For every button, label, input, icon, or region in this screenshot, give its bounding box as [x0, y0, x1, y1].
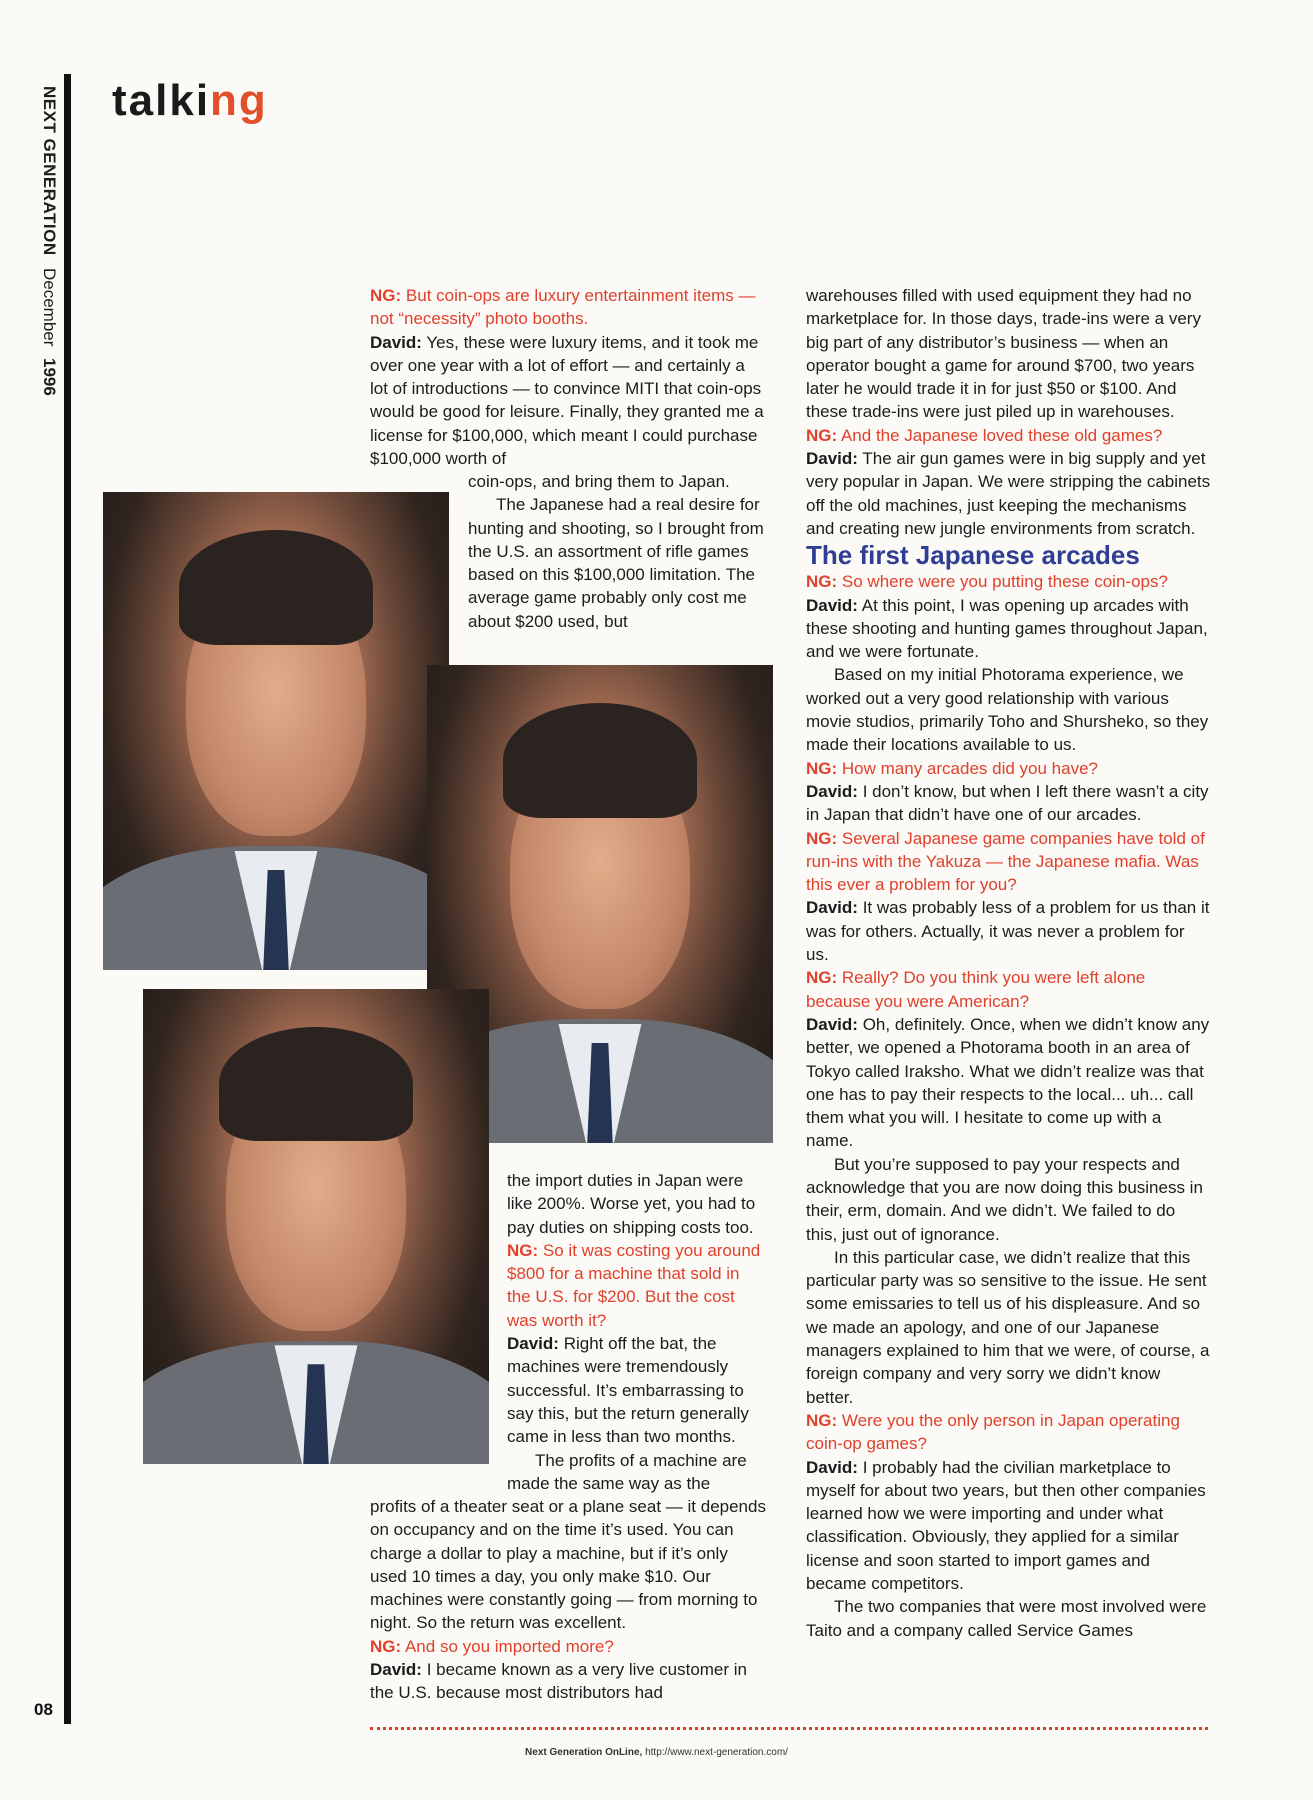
portrait-photo-3	[143, 989, 489, 1464]
paragraph-text: profits of a theater seat or a plane seat — it depends on occupancy and on the time it’s used. You can charge a dollar to play a machine, but if it’s only used 10 times a day, you only make $10. Our machines were constantly going — from morning to night. So the return was excellent.	[370, 1497, 766, 1633]
body-paragraph	[806, 1153, 1211, 1246]
speaker-label-ng: NG:	[806, 425, 838, 445]
body-paragraph	[806, 1595, 1211, 1642]
paragraph-text: At this point, I was opening up arcades with these shooting and hunting games throughout Japan, and we were fortunate.	[806, 595, 1208, 662]
article-column-a-bottom	[370, 1495, 766, 1705]
interviewer-question	[507, 1239, 766, 1332]
interviewee-answer	[370, 1658, 766, 1705]
speaker-label-ng: NG:	[806, 572, 838, 592]
interviewee-answer	[370, 331, 766, 471]
magazine-name: NEXT GENERATION	[40, 86, 59, 256]
paragraph-text: Really? Do you think you were left alone because you were American?	[806, 968, 1146, 1011]
issue-month: December	[40, 267, 59, 347]
speaker-label-david: David:	[806, 449, 858, 469]
speaker-label-ng: NG:	[806, 968, 838, 988]
paragraph-text: Yes, these were luxury items, and it took me over one year with a lot of effort — and certainly a lot of introductions — to convince MITI that coin-ops would be good for leisure. Finally, they granted me a license for $100,000, which meant I could purchase $100,000 worth of	[370, 332, 764, 469]
interviewer-question	[806, 424, 1211, 447]
paragraph-text: It was probably less of a problem for us than it was for others. Actually, it was never a problem for us.	[806, 898, 1210, 965]
speaker-label-ng: NG:	[507, 1240, 539, 1260]
paragraph-text: I probably had the civilian marketplace to myself for about two years, but then other companies learned how we were importing and under what classification. Obviously, they applied for a similar license and soon started to import games and became competitors.	[806, 1457, 1206, 1594]
interviewer-question	[806, 757, 1211, 780]
paragraph-text: Right off the bat, the machines were tremendously successful. It’s embarrassing to say this, but the return generally came in less than two months.	[507, 1334, 749, 1447]
paragraph-text: Were you the only person in Japan operating coin-op games?	[806, 1410, 1180, 1454]
paragraph-text: How many arcades did you have?	[841, 758, 1098, 778]
interviewee-answer	[806, 1456, 1211, 1596]
paragraph-text: warehouses filled with used equipment they had no marketplace for. In those days, trade-ins were a very big part of any distributor’s business — when an operator bought a game for around $700, two years later he would trade it in for just $50 or $100. And these trade-ins were just piled up in warehouses.	[806, 286, 1201, 422]
portrait-photo-1	[103, 492, 449, 970]
footer	[0, 1747, 1313, 1758]
speaker-label-david: David:	[370, 332, 422, 352]
speaker-label-david: David:	[806, 1457, 858, 1477]
speaker-label-david: David:	[507, 1334, 559, 1354]
paragraph-text: I don’t know, but when I left there wasn’t a city in Japan that didn’t have one of our arcades.	[806, 781, 1209, 825]
spine-bar	[64, 74, 71, 1724]
issue-year: 1996	[40, 358, 59, 396]
interviewer-question	[370, 1635, 766, 1658]
body-paragraph	[806, 1246, 1211, 1409]
body-paragraph	[806, 663, 1211, 756]
footer-url: http://www.next-generation.com/	[645, 1747, 788, 1758]
interviewee-answer	[507, 1332, 766, 1448]
page-number: 08	[34, 1700, 53, 1719]
footer-divider	[370, 1727, 1208, 1730]
speaker-label-david: David:	[806, 1014, 858, 1034]
paragraph-text: So it was costing you around $800 for a machine that sold in the U.S. for $200. But the cost was worth it?	[507, 1240, 761, 1330]
body-paragraph	[468, 470, 766, 493]
section-title-accent: ng	[210, 76, 268, 125]
body-paragraph	[370, 1495, 766, 1635]
footer-brand: Next Generation OnLine,	[525, 1747, 643, 1758]
paragraph-text: the import duties in Japan were like 200%. Worse yet, you had to pay duties on shipping costs too.	[507, 1171, 756, 1237]
paragraph-text: The air gun games were in big supply and yet very popular in Japan. We were stripping the cabinets off the old machines, just keeping the mechanisms and creating new jungle environments from scratch.	[806, 449, 1211, 538]
magazine-sidebar	[36, 86, 62, 446]
speaker-label-ng: NG:	[370, 286, 402, 305]
paragraph-text: But you’re supposed to pay your respects and acknowledge that you are now doing this business in their, erm, domain. And we didn’t. We failed to do this, just out of ignorance.	[806, 1154, 1203, 1244]
paragraph-text: Based on my initial Photorama experience, we worked out a very good relationship with various movie studios, primarily Toho and Shursheko, so they made their locations available to us.	[806, 665, 1209, 755]
body-paragraph	[507, 1449, 766, 1496]
speaker-label-ng: NG:	[806, 828, 838, 848]
interviewer-question	[806, 966, 1211, 1013]
paragraph-text: But coin-ops are luxury entertainment items — not “necessity” photo booths.	[370, 286, 756, 329]
paragraph-text: And so you imported more?	[404, 1636, 614, 1656]
article-column-a-mid	[468, 470, 766, 633]
paragraph-text: So where were you putting these coin-ops?	[841, 572, 1168, 592]
paragraph-text: Oh, definitely. Once, when we didn’t know any better, we opened a Photorama booth in an area of Tokyo called Iraksho. What we didn’t realize was that one has to pay their respects to the local... uh... call them what you will. I hesitate to come up with a name.	[806, 1014, 1210, 1151]
body-paragraph	[507, 1169, 766, 1239]
paragraph-text: In this particular case, we didn’t realize that this particular party was so sensitive to the issue. He sent some emissaries to tell us of his displeasure. And so we made an apology, and one of our Japanese managers explained to him that we were, of course, a foreign company and very sorry we didn’t know better.	[806, 1247, 1210, 1407]
body-paragraph	[806, 284, 1211, 424]
paragraph-text: And the Japanese loved these old games?	[840, 425, 1163, 445]
interviewee-answer	[806, 594, 1211, 664]
speaker-label-ng: NG:	[806, 758, 838, 778]
interviewer-question	[806, 570, 1211, 593]
paragraph-text: I became known as a very live customer in the U.S. because most distributors had	[370, 1660, 748, 1703]
interviewee-answer	[806, 780, 1211, 827]
speaker-label-ng: NG:	[806, 1410, 838, 1430]
article-column-a-top	[370, 284, 766, 470]
interviewee-answer	[806, 1013, 1211, 1153]
paragraph-text: Several Japanese game companies have told of run-ins with the Yakuza — the Japanese mafia. Was this ever a problem for you?	[806, 828, 1205, 895]
paragraph-text: The profits of a machine are made the same way as the	[507, 1450, 747, 1493]
section-heading: The first Japanese arcades	[806, 540, 1140, 571]
interviewee-answer	[806, 447, 1211, 540]
paragraph-text: coin-ops, and bring them to Japan.	[468, 472, 730, 491]
interviewer-question	[806, 827, 1211, 897]
speaker-label-david: David:	[806, 781, 858, 801]
speaker-label-david: David:	[806, 595, 858, 615]
speaker-label-david: David:	[370, 1660, 422, 1680]
body-paragraph	[468, 493, 766, 633]
paragraph-text: The Japanese had a real desire for hunting and shooting, so I brought from the U.S. an assortment of rifle games based on this $100,000 limitation. The average game probably only cost me about $200 used, but	[468, 495, 764, 631]
paragraph-text: The two companies that were most involved were Taito and a company called Service Games	[806, 1597, 1207, 1640]
article-column-a-low	[507, 1169, 766, 1495]
speaker-label-ng: NG:	[370, 1636, 402, 1656]
interviewer-question	[370, 284, 766, 331]
article-column-b	[806, 284, 1211, 1642]
interviewee-answer	[806, 896, 1211, 966]
section-title	[112, 76, 268, 126]
section-title-main: talki	[112, 76, 211, 125]
interviewer-question	[806, 1409, 1211, 1456]
speaker-label-david: David:	[806, 898, 858, 918]
